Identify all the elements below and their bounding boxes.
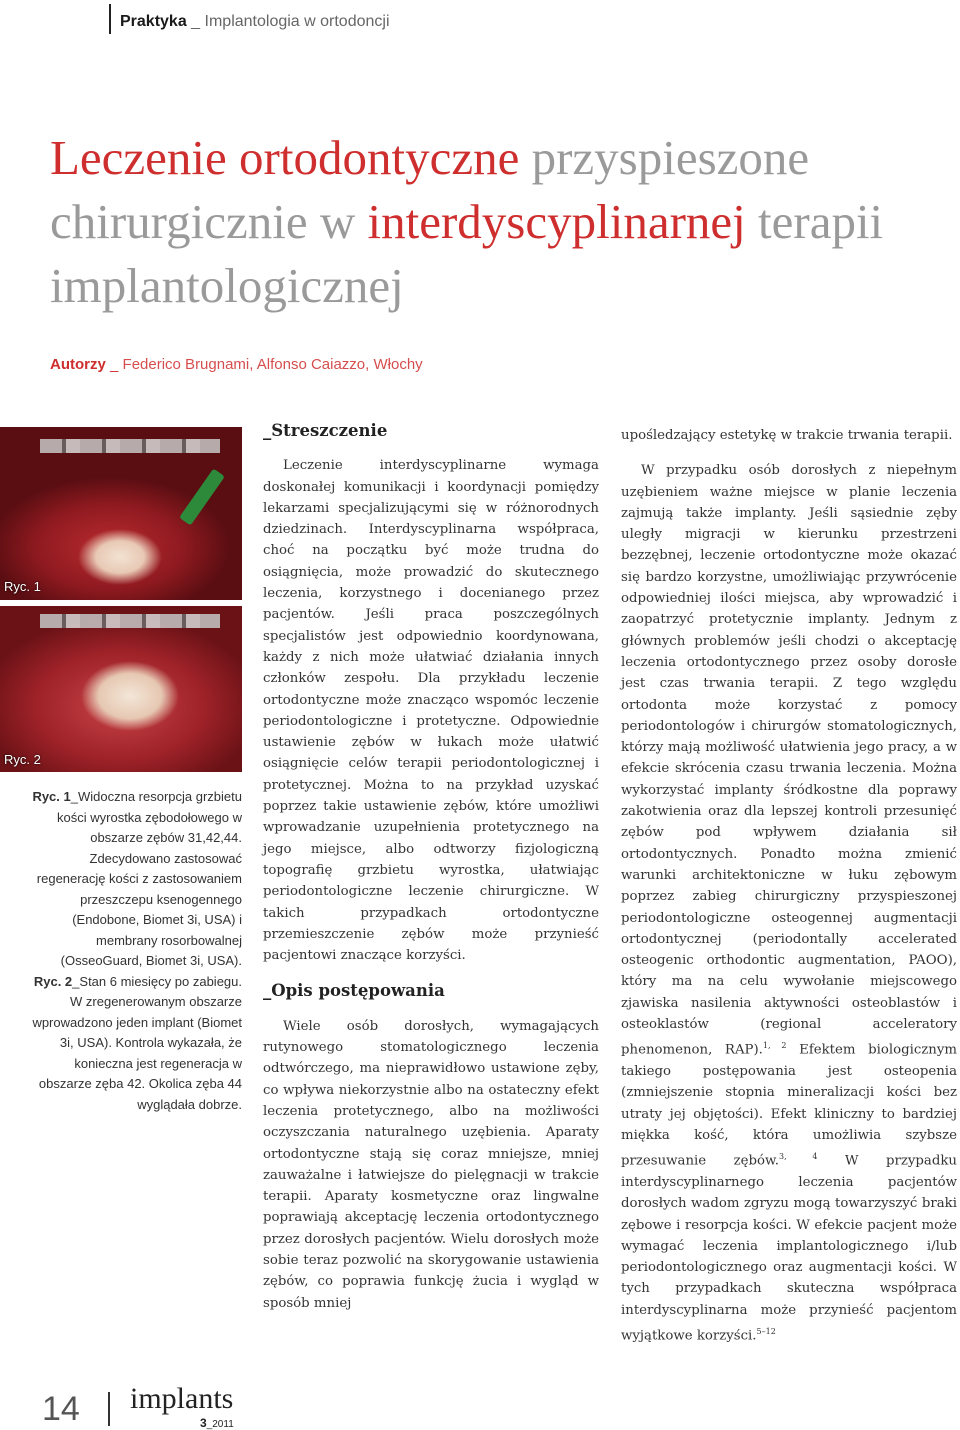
- issue-number: 3: [200, 1416, 207, 1430]
- authors-label: Autorzy: [50, 356, 106, 373]
- authors-line: [50, 356, 423, 373]
- header-section: Praktyka: [120, 13, 187, 30]
- col2-text-a: W przypadku osób dorosłych z niepełnym uzębieniem ważne miejsce w planie leczenia zajmują także implanty. Jeśli sąsiednie zęby uległy migracji w kierunku przestrzeni bezzębnej, leczenie ortodontyczne może okazać się bardzo korzystne, umożliwiając przywrócenie odpowiedniej ilości miejsca, aby wprowadzić i zaopatrzyć protetycznie implanty. Jednym z głównych problemów jeśli chodzi o akceptację leczenia ortodontycznego przez osoby dorosłe jest czas trwania terapii. Z tego względu ortodonta może korzystać z pomocy periodontologów i chirurgów stomatologicznych, którzy mają możliwość ułatwienia jego pracy, a w efekcie skrócenia czasu trwania leczenia. Można wykorzystać implanty śródkostne dla poprawy zakotwienia oraz dla lepszej kontroli przesunięć zębów pod wpływem działania sił ortodontycznych. Ponadto można zmienić warunki architektoniczne w łuku zębowym poprzez zabieg chirurgiczny przyspieszonej periodontologiczne osteogennej augmentacji ortodontycznej (periodontally accelerated osteogenic orthodontic augmentation, PAOO), który ma na celu wywołanie miejscowego zjawiska nasilenia aktywności osteoblastów i osteoklastów (regional acceleratory phenomenon, RAP).: [621, 463, 957, 1058]
- figure-caption: [30, 787, 242, 1115]
- header-separator: _: [186, 13, 205, 30]
- header-rule: [109, 4, 111, 34]
- procedure-paragraph: Wiele osób dorosłych, wymagających rutynowego stomatologicznego leczenia odtwórczego, ma nieprawidłowo ustawione zęby, co wpływa niekorzystnie albo na ostateczny efekt leczenia protetycznego, albo na możliwości oczyszczania naturalnego uzębienia. Aparaty ortodontyczne stają się coraz mniejsze, mniej zauważalne i łatwiejsze do pielęgnacji w trakcie terapii. Aparaty kosmetyczne oraz lingwalne poprawiają akceptację leczenia ortodontycznego przez dorosłych pacjentów. Wielu dorosłych może sobie teraz pozwolić na skorygowanie ustawienia zębów, co poprawia funkcję żucia i wygląd w sposób mniej: [263, 1018, 599, 1311]
- col2-text-c: W przypadku interdyscyplinarnego leczenia pacjentów dorosłych wadom zgryzu mogą towarzyszyć braki zębowe i resorpcja kości. W efekcie pacjent może wymagać leczenia implantologicznego i/lub periodontologicznego oraz augmentacji kości. W tych przypadkach skuteczna współpraca interdyscyplinarna może przynieść pacjentom wyjątkowe korzyści.: [621, 1153, 957, 1344]
- figure-photo-2: [0, 606, 242, 772]
- issue-year: _2011: [206, 1419, 234, 1430]
- col2-paragraph-2: [621, 460, 957, 1346]
- title-part4: terapii implantologicznej: [50, 194, 884, 313]
- title-part1: Leczenie ortodontyczne: [50, 130, 520, 185]
- text-column-2: [621, 425, 957, 1347]
- col2-text-b: Efektem biologicznym takiego postępowania jest osteopenia (zmniejszenie stopnia mineralizacji kości bez utraty jej objętości). Efekt kliniczny to bardziej miękka kość, która umożliwia szybsze przesuwanie zębów.: [621, 1042, 957, 1169]
- figure-label-2: Ryc. 2: [4, 752, 41, 767]
- caption-ryc1-prefix: Ryc. 1: [32, 789, 71, 804]
- magazine-brand: implants: [130, 1382, 234, 1415]
- braces-brackets: [40, 439, 220, 453]
- authors-separator: _: [105, 356, 123, 373]
- braces-brackets-2: [40, 614, 220, 628]
- caption-ryc2-prefix: Ryc. 2: [33, 973, 73, 989]
- footer-rule: [108, 1392, 110, 1426]
- caption-ryc1-text: _Widoczna resorpcja grzbietu kości wyrostka zębodołowego w obszarze zębów 31,42,44. Zdecydowano zastosować regenerację kości z zastosowaniem przeszczepu ksenogennego (Endobone, Biomet 3i, USA) i membrany rosorbowalnej (OsseoGuard, Biomet 3i, USA).: [36, 789, 242, 968]
- abstract-paragraph: Leczenie interdyscyplinarne wymaga doskonałej komunikacji i koordynacji pomiędzy lekarzami specjalizującymi się w różnorodnych dziedzinach. Interdyscyplinarna współpraca, choć na początku być może trudna do osiągnięcia, może prowadzić do skutecznego leczenia, korzystnego i docenianego przez pacjentów. Jeśli praca poszczególnych specjalistów jest odpowiednio koordynowana, każdy z nich może ułatwiać działania innych członków zespołu. Dla przykładu leczenie ortodontyczne może znacząco wspomóc leczenie periodontologiczne i protetyczne. Odpowiednie ustawienie zębów w łukach może ułatwić osiągnięcie celów terapii periodontologicznej i protetycznej. Można to na przykład uzyskać poprzez takie ustawienie zębów, które umożliwi wprowadzanie uzupełnienia protetycznego na jego miejsce, albo odtworzy fizjologiczną topografię grzbietu wyrostka, ułatwiając periodontologiczne leczenie chirurgiczne. W takich przypadkach ortodontyczne przemieszczenie zębów może przynieść pacjentowi znaczące korzyści.: [263, 458, 599, 964]
- col2-paragraph-1: upośledzający estetykę w trakcie trwania terapii.: [621, 428, 953, 443]
- page-number: 14: [42, 1390, 80, 1428]
- heading-abstract: _Streszczenie: [263, 421, 388, 440]
- reference-2: 3, 4: [779, 1152, 818, 1162]
- figure-label-1: Ryc. 1: [4, 579, 41, 594]
- article-title: [50, 126, 955, 318]
- header-subsection: Implantologia w ortodoncji: [204, 13, 390, 30]
- figure-photo-1: [0, 427, 242, 600]
- surgical-instrument: [179, 468, 225, 525]
- title-part2: przyspieszone chirurgicznie w: [50, 130, 810, 249]
- reference-1: 1, 2: [762, 1041, 787, 1051]
- text-column-1: [263, 420, 599, 1314]
- reference-3: 5–12: [756, 1327, 776, 1337]
- heading-procedure: _Opis postępowania: [263, 981, 445, 1001]
- caption-ryc2-text: _Stan 6 miesięcy po zabiegu. W zregenerowanym obszarze wprowadzono jeden implant (Biomet 3i, USA). Kontrola wykazała, że konieczna jest regeneracja w obszarze zęba 42. Okolica zęba 44 wyglądała dobrze.: [32, 973, 242, 1112]
- title-part3: interdyscyplinarnej: [367, 194, 746, 249]
- running-header: [120, 13, 390, 31]
- authors-names: Federico Brugnami, Alfonso Caiazzo, Włochy: [122, 356, 423, 373]
